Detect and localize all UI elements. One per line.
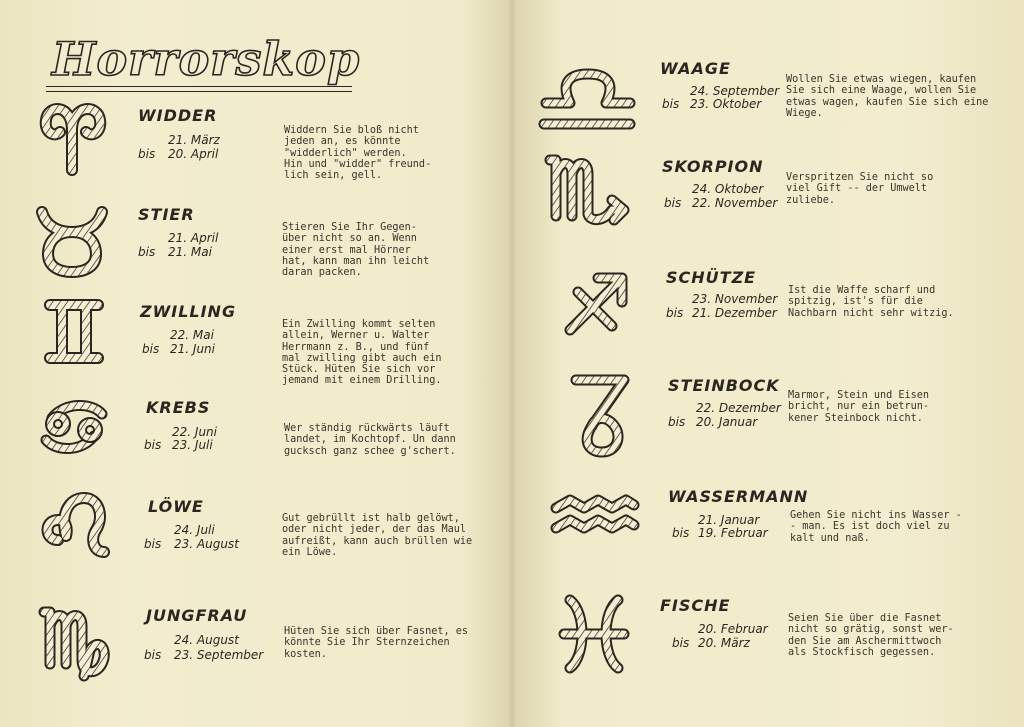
sagittarius-icon xyxy=(570,278,622,330)
aries-icon xyxy=(46,109,101,170)
libra-icon xyxy=(544,74,630,124)
sign-name-widder: WIDDER xyxy=(138,106,218,125)
sign-name-schuetze: SCHÜTZE xyxy=(666,268,757,287)
sign-bis-label: bis xyxy=(138,147,156,161)
sign-name-waage: WAAGE xyxy=(660,59,731,78)
sign-description: Hüten Sie sich über Fasnet, es könnte Sie Ihr Sternzeichen kosten. xyxy=(284,626,469,660)
scorpio-icon xyxy=(550,160,624,220)
sign-bis-label: bis xyxy=(664,196,682,210)
sign-name-fische: FISCHE xyxy=(660,596,731,615)
sign-bis-label: bis xyxy=(662,97,680,111)
sign-description: Widdern Sie bloß nicht jeden an, es könnte "widderlich" werden. Hin und "widder" freund- lich sein, gell. xyxy=(284,125,432,182)
title-underline xyxy=(46,86,352,87)
sign-to-date: 21. Juni xyxy=(170,342,215,356)
sign-description: Gut gebrüllt ist halb gelöwt, oder nicht jeder, der das Maul aufreißt, kann auch brüllen wie ein Löwe. xyxy=(282,513,473,558)
sign-bis-label: bis xyxy=(672,526,690,540)
page-title: Horrorskop xyxy=(52,32,361,86)
sign-from-date: 22. Mai xyxy=(170,328,214,342)
sign-to-date: 20. Januar xyxy=(696,415,758,429)
sign-description: Wollen Sie etwas wiegen, kaufen Sie sich eine Waage, wollen Sie etwas wagen, kaufen Sie sich eine Wiege. xyxy=(786,74,989,119)
sign-description: Wer ständig rückwärts läuft landet, im Kochtopf. Un dann gucksch ganz schee g'schert. xyxy=(284,423,456,457)
sign-to-date: 21. Dezember xyxy=(692,306,777,320)
leo-icon xyxy=(48,498,105,552)
sign-description: Stieren Sie Ihr Gegen- über nicht so an. Wenn einer erst mal Hörner hat, kann man ihn leicht daran packen. xyxy=(282,222,430,279)
sign-to-date: 20. März xyxy=(698,636,750,650)
sign-bis-label: bis xyxy=(666,306,684,320)
sign-from-date: 22. Juni xyxy=(172,425,217,439)
sign-to-date: 23. Juli xyxy=(172,438,213,452)
sign-name-wassermann: WASSERMANN xyxy=(668,487,809,506)
sign-name-skorpion: SKORPION xyxy=(662,157,764,176)
sign-bis-label: bis xyxy=(144,537,162,551)
sign-name-krebs: KREBS xyxy=(146,398,211,417)
sign-name-steinbock: STEINBOCK xyxy=(668,376,780,395)
sign-from-date: 24. Oktober xyxy=(692,182,764,196)
sign-from-date: 21. März xyxy=(168,133,220,147)
sign-from-date: 24. September xyxy=(690,84,780,98)
sign-name-loewe: LÖWE xyxy=(148,497,204,516)
sign-from-date: 23. November xyxy=(692,292,778,306)
sign-to-date: 21. Mai xyxy=(168,245,212,259)
sign-description: Verspritzen Sie nicht so viel Gift -- der Umwelt zuliebe. xyxy=(786,172,934,206)
sign-name-jungfrau: JUNGFRAU xyxy=(146,606,248,625)
sign-description: Ein Zwilling kommt selten allein, Werner u. Walter Herrmann z. B., und fünf mal zwilling gibt auch ein Stück. Hüten Sie sich vor jemand mit einem Drilling. xyxy=(282,319,442,387)
sign-bis-label: bis xyxy=(138,245,156,259)
sign-to-date: 20. April xyxy=(168,147,219,161)
sign-from-date: 22. Dezember xyxy=(696,401,781,415)
sign-description: Ist die Waffe scharf und spitzig, ist's für die Nachbarn nicht sehr witzig. xyxy=(788,285,954,319)
sign-bis-label: bis xyxy=(144,648,162,662)
sign-bis-label: bis xyxy=(142,342,160,356)
sign-from-date: 24. August xyxy=(174,633,239,647)
sign-to-date: 19. Februar xyxy=(698,526,768,540)
sign-bis-label: bis xyxy=(668,415,686,429)
sign-from-date: 21. April xyxy=(168,231,219,245)
sign-bis-label: bis xyxy=(144,438,162,452)
cancer-icon xyxy=(46,405,102,448)
sign-from-date: 21. Januar xyxy=(698,513,760,527)
sign-bis-label: bis xyxy=(672,636,690,650)
pisces-icon xyxy=(564,600,624,668)
title-underline-second xyxy=(46,91,352,92)
aquarius-icon xyxy=(556,500,634,528)
sign-to-date: 23. September xyxy=(174,648,264,662)
sign-to-date: 22. November xyxy=(692,196,778,210)
capricorn-icon xyxy=(576,380,624,452)
sign-from-date: 24. Juli xyxy=(174,523,215,537)
sign-name-stier: STIER xyxy=(138,205,195,224)
virgo-icon xyxy=(44,612,104,676)
sign-name-zwilling: ZWILLING xyxy=(140,302,237,321)
sign-description: Gehen Sie nicht ins Wasser - - man. Es ist doch viel zu kalt und naß. xyxy=(790,510,962,544)
sign-to-date: 23. August xyxy=(174,537,239,551)
sign-description: Marmor, Stein und Eisen bricht, nur ein betrun- kener Steinbock nicht. xyxy=(788,390,930,424)
taurus-icon xyxy=(42,212,102,272)
sign-description: Seien Sie über die Fasnet nicht so grätig, sonst wer- den Sie am Aschermittwoch als Stockfisch gegessen. xyxy=(788,613,954,658)
sign-from-date: 20. Februar xyxy=(698,622,768,636)
gemini-icon xyxy=(50,305,98,358)
sign-to-date: 23. Oktober xyxy=(690,97,762,111)
